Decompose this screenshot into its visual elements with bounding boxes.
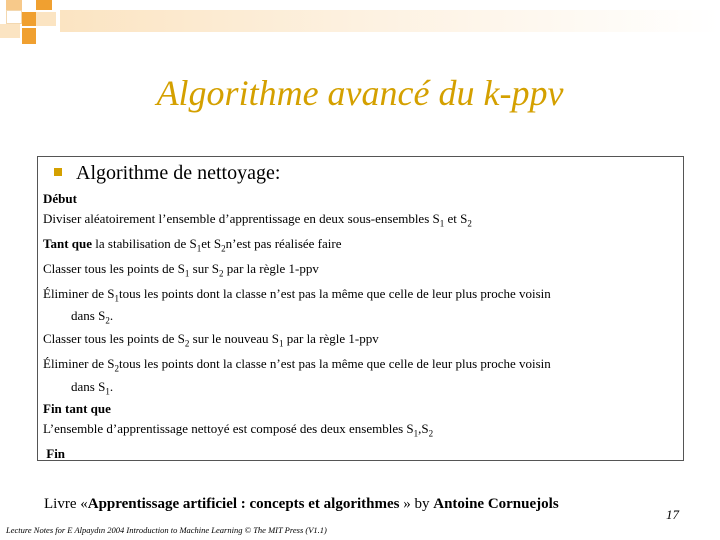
line-1: Diviser aléatoirement l’ensemble d’apprentissage en deux sous-ensembles $S_1$ et $S_2$	[43, 211, 472, 229]
book-reference: Livre «Apprentissage artificiel : concepts et algorithmes » by Antoine Cornuejols	[44, 496, 559, 512]
line-2: Tant que la stabilisation de $S_1et$ $S_2n’est$ pas réalisée faire	[43, 236, 342, 254]
line-6-cont: dans $S_1$.	[71, 378, 114, 397]
line-5: Classer tous les points de $S_2$ sur le nouveau $S_1$ par la règle 1-ppv	[43, 330, 379, 349]
line-7: L’ensemble d’apprentissage nettoyé est composé des deux ensembles $S_1,S_2$	[43, 421, 434, 439]
bullet-text: Algorithme de nettoyage:	[76, 162, 281, 184]
line-fin-tant-que: Fin tant que	[43, 401, 111, 417]
slide-title: Algorithme avancé du k-ppv	[156, 73, 564, 113]
page-number: 17	[666, 507, 679, 522]
line-3: Classer tous les points de $S_1$ sur $S_2$ par la règle 1-ppv	[43, 260, 319, 279]
line-4: Éliminer de $S_1tous$ les points dont la classe n’est pas la même que celle de leur plus proche voisin	[43, 285, 551, 304]
header-gradient-bar	[60, 10, 720, 32]
line-6: Éliminer de $S_2tous$ les points dont la classe n’est pas la même que celle de leur plus proche voisin	[43, 355, 551, 374]
line-4-cont: dans $S_2$.	[71, 308, 114, 326]
algorithm-text	[43, 189, 673, 464]
lecture-notes-credit: Lecture Notes for E Alpaydın 2004 Introduction to Machine Learning © The MIT Press (V1.1)	[6, 525, 327, 535]
bullet-square-icon	[54, 168, 62, 176]
bullet-heading	[54, 162, 280, 185]
line-fin: Fin	[46, 446, 66, 462]
line-debut: Début	[43, 191, 77, 206]
